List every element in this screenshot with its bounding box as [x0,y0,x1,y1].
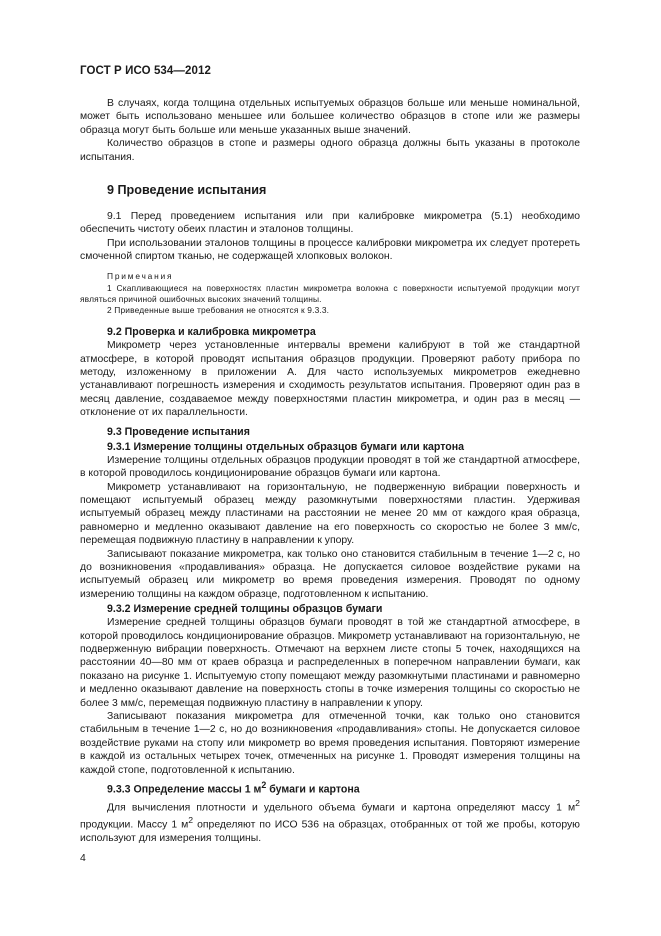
paragraph: Количество образцов в стопе и размеры одного образца должны быть указаны в протоколе испытания. [80,138,580,163]
page-number: 4 [80,853,86,864]
note: 1 Скапливающиеся на поверхностях пластин микрометра волокна с поверхности испытуемой продукции могут являться причиной ошибочных высоких значений толщины. [80,282,580,304]
paragraph [80,797,580,846]
subsection-heading: 9.2 Проверка и калибровка микрометра [107,326,316,339]
paragraph: При использовании эталонов толщины в процессе калибровки микрометра их следует протереть смоченной спиртом тканью, не содержащей хлопковых волокон. [80,237,580,263]
paragraph: Микрометр через установленные интервалы времени калибруют в той же стандартной атмосфере, в которой проводят испытания образцов продукции. Проверяют работу прибора по методу, изложенному в приложении А. Для часто используемых микрометров ежедневно устанавливают погрешность измерения и сходимость результатов испытания. Проверяют один раз в месяц давление, создаваемое между поверхностями пластин микрометра, и один раз в месяц — отклонение от их параллельности. [80,340,580,419]
note: 2 Приведенные выше требования не относятся к 9.3.3. [107,305,330,316]
paragraph: Записывают показание микрометра, как только оно становится стабильным в течение 1—2 с, но до возникновения «продавливания» образца. Не допускается силовое воздействие руками на испытуемый образец или микрометр во время проведения измерения. Проводят по одному измерению толщины на каждом образце, подготовленном к испытанию. [80,548,580,600]
subsection-heading [80,778,580,797]
text-span: продукции. Массу 1 м [80,819,189,831]
paragraph: 9.1 Перед проведением испытания или при калибровке микрометра (5.1) необходимо обеспечить чистоту обеих пластин и эталонов толщины. [80,211,580,236]
text-span: Для вычисления плотности и удельного объема бумаги и картона определяют массу 1 м [107,802,576,814]
subsection-heading: 9.3.1 Измерение толщины отдельных образцов бумаги или картона [107,440,465,453]
paragraph: Микрометр устанавливают на горизонтальную, не подверженную вибрации поверхность и помещают испытуемый образец между разомкнутыми поверхностями пластин. Удерживая испытуемый образец между пластинами на расстоянии не менее 20 мм от каждого края образца, равномерно и медленно оказывают давление на его поверхность со скоростью не более 3 мм/с, перемещая подвижную пластину в направлении к упору. [80,481,580,547]
heading-text: бумаги и картона [266,783,360,796]
heading-text: 9.3.3 Определение массы 1 м [107,783,262,796]
paragraph: Измерение толщины отдельных образцов продукции проводят в той же стандартной атмосфере, в которой проводилось кондиционирование образцов бумаги или картона. [80,454,580,480]
text-span: определяют по ИСО 536 на образцах, отобранных от той же пробы, которую используют для измерения толщины. [80,819,580,845]
section-heading: 9 Проведение испытания [107,183,267,198]
paragraph: В случаях, когда толщина отдельных испытуемых образцов больше или меньше номинальной, может быть использовано меньшее или большее количество образцов в стопе или же размеры образца могут быть больше или меньше указанных выше значений. [80,98,580,136]
superscript: 2 [188,815,194,826]
subsection-heading: 9.3 Проведение испытания [107,425,250,438]
notes-heading: Примечания [107,270,174,281]
document-header: ГОСТ Р ИСО 534—2012 [80,65,212,77]
paragraph: Измерение средней толщины образцов бумаги проводят в той же стандартной атмосфере, в которой проводилось кондиционирование образцов. Микрометр устанавливают на горизонтальную, не подверженную вибрации поверхность. Отмечают на верхнем листе стопы 5 точек, находящихся на расстоянии 40—80 мм от краев образца и распределенных в поперечном направлении бумаги, как показано на рисунке 1. Испытуемую стопу помещают между разомкнутыми пластинами и равномерно и медленно оказывают давление на поверхность стопы в точке измерения толщины со скоростью не более 3 мм/с, перемещая подвижную пластину в направлении к упору. [80,617,580,709]
page-content [80,97,580,846]
paragraph: Записывают показания микрометра для отмеченной точки, как только оно становится стабильным в течение 1—2 с, но до возникновения «продавливания» стопы. Не допускается силовое воздействие руками на стопу или микрометр во время проведения испытания. Повторяют измерение в каждой из остальных четырех точек, отмеченных на рисунке 1. Проводят измерения толщины на каждой стопе, подготовленной к испытанию. [80,711,580,776]
superscript: 2 [575,797,580,808]
subsection-heading: 9.3.2 Измерение средней толщины образцов бумаги [107,603,383,616]
superscript: 2 [261,780,267,791]
